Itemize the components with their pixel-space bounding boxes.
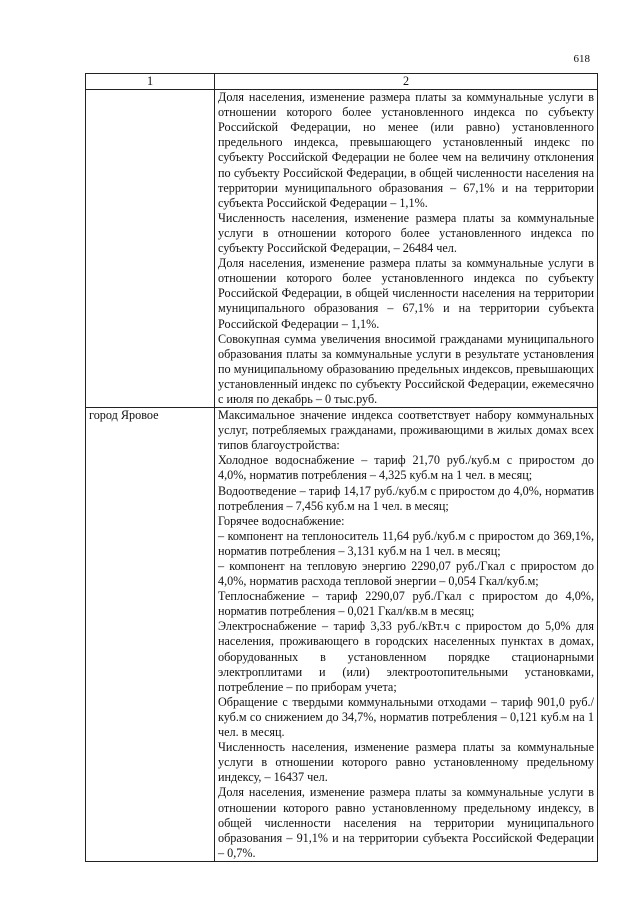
paragraph: Доля населения, изменение размера платы за коммунальные услуги в отношении которого более установленного индекса по субъекту Российской Федерации, но менее (или равно) установленного предельного индекса, превышающего установленный индекс по субъекту Российской Федерации не более чем на величину отклонения по субъекту Российской Федерации, в общей численности населения на территории муниципального образования – 67,1% и на территории субъекта Российской Федерации – 1,1%. [218, 90, 594, 210]
paragraph: – компонент на теплоноситель 11,64 руб./куб.м с приростом до 369,1%, норматив потребления – 3,131 куб.м на 1 чел. в месяц; [218, 528, 594, 558]
table-row [86, 90, 598, 408]
table-row [86, 408, 598, 862]
paragraph: Доля населения, изменение размера платы за коммунальные услуги в отношении которого равно установленному предельному индексу, в общей численности населения на территории муниципального образования – 91,1% и на территории субъекта Российской Федерации – 0,7%. [218, 785, 594, 860]
paragraph: Численность населения, изменение размера платы за коммунальные услуги в отношении которого более установленного индекса по субъекту Российской Федерации, – 26484 чел. [218, 210, 594, 256]
paragraph: Численность населения, изменение размера платы за коммунальные услуги в отношении которого равно установленному предельному индексу, – 16437 чел. [218, 740, 594, 785]
page-number: 618 [573, 53, 590, 65]
paragraph: – компонент на тепловую энергию 2290,07 руб./Гкал с приростом до 4,0%, норматив расхода тепловой энергии – 0,054 Гкал/куб.м; [218, 559, 594, 589]
column-header-1: 1 [86, 74, 215, 90]
municipality-name: город Яровое [86, 408, 215, 862]
paragraph: Горячее водоснабжение: [218, 513, 345, 528]
data-table [85, 73, 598, 862]
paragraph: Электроснабжение – тариф 3,33 руб./кВт.ч с приростом до 5,0% для населения, проживающего в городских населенных пунктах в домах, оборудованных в установленном порядке стационарными электроплитами и (или) электроотопительными установками, потребление – по приборам учета; [218, 619, 594, 694]
paragraph: Теплоснабжение – тариф 2290,07 руб./Гкал с приростом до 4,0%, норматив потребления – 0,021 Гкал/кв.м в месяц; [218, 589, 594, 619]
description-cell [215, 408, 598, 862]
paragraph: Холодное водоснабжение – тариф 21,70 руб./куб.м с приростом до 4,0%, норматив потребления – 4,325 куб.м на 1 чел. в месяц; [218, 453, 594, 483]
table-header-row [86, 74, 598, 90]
paragraph: Максимальное значение индекса соответствует набору коммунальных услуг, потребляемых гражданами, проживающими в жилых домах всех типов благоустройства: [218, 408, 594, 453]
paragraph: Обращение с твердыми коммунальными отходами – тариф 901,0 руб./куб.м со снижением до 34,7%, норматив потребления – 0,121 куб.м на 1 чел. в месяц. [218, 694, 594, 740]
paragraph: Водоотведение – тариф 14,17 руб./куб.м с приростом до 4,0%, норматив потребления – 7,456 куб.м на 1 чел. в месяц; [218, 483, 594, 513]
column-header-2: 2 [215, 74, 598, 90]
description-cell [215, 90, 598, 408]
municipality-name [86, 90, 215, 408]
paragraph: Совокупная сумма увеличения вносимой гражданами муниципального образования платы за коммунальные услуги в результате установления по муниципальному образованию предельных индексов, превышающих установленный индекс по субъекту Российской Федерации, ежемесячно с июля по декабрь – 0 тыс.руб. [218, 331, 594, 406]
paragraph: Доля населения, изменение размера платы за коммунальные услуги в отношении которого более установленного индекса по субъекту Российской Федерации, в общей численности населения на территории муниципального образования – 67,1% и на территории субъекта Российской Федерации – 1,1%. [218, 256, 594, 331]
